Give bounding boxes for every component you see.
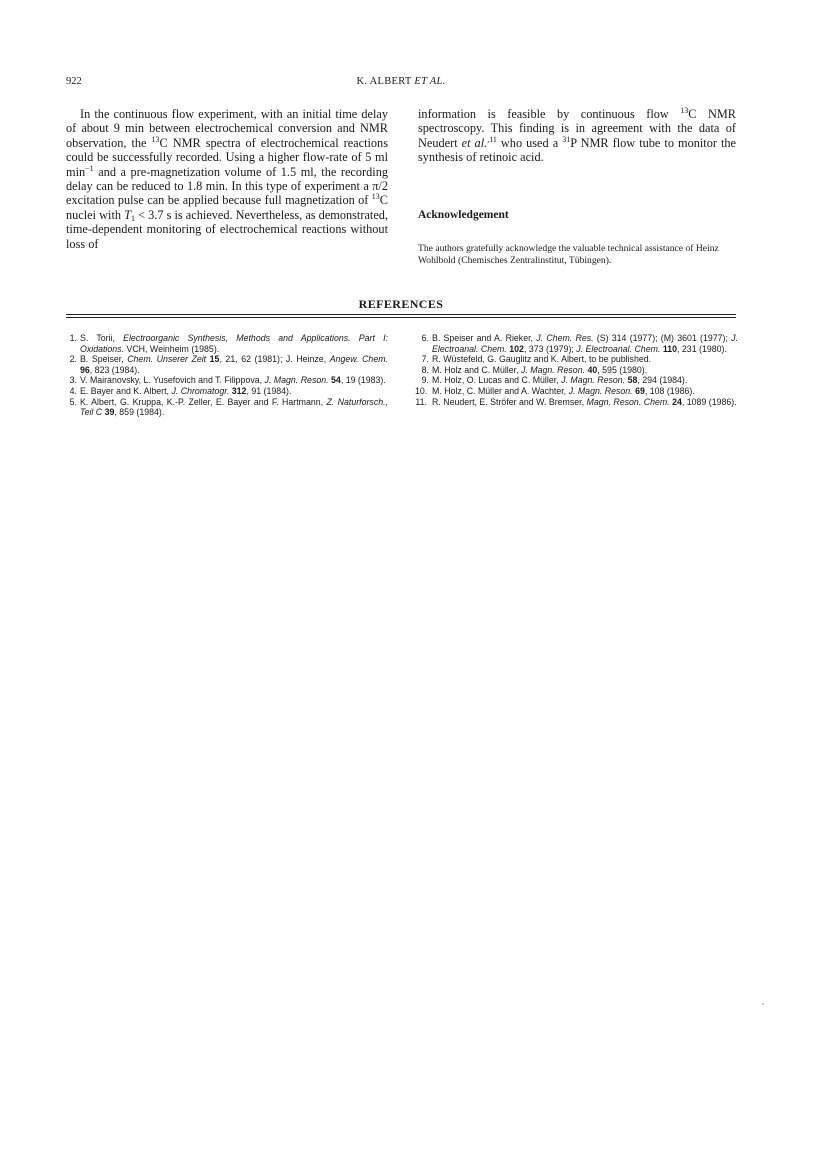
body-left-column: [66, 107, 388, 251]
reference-item-11: 11. R. Neudert, E. Ströfer and W. Bremser, Magn. Reson. Chem. 24, 1089 (1986).: [415, 396, 737, 407]
reference-item-10: 10. M. Holz, C. Müller and A. Wachter, J. Magn. Reson. 69, 108 (1986).: [415, 385, 695, 396]
references-rule-top: [66, 314, 736, 315]
body-right-column: [418, 107, 736, 165]
references-rule-bottom: [66, 317, 736, 318]
running-header: [66, 76, 736, 90]
running-head: [66, 76, 736, 87]
running-head-etal: ET AL.: [414, 76, 446, 87]
page-number: 922: [66, 76, 82, 87]
reference-item-5: 5. K. Albert, G. Kruppa, K.-P. Zeller, E. Bayer and F. Hartmann, Z. Naturforsch., Teil C 39, 859 (1984).: [69, 396, 388, 418]
body-paragraph-right: information is feasible by continuous flow $^{13}$C NMR spectroscopy. This finding is in agreement with the data of Neudert et al.$^{,11}$ who used a $^{31}$P NMR flow tube to monitor the synthesis of retinoic acid.: [418, 106, 736, 165]
acknowledgement-text: The authors gratefully acknowledge the valuable technical assistance of Heinz Wohlbold (Chemisches Zentralinstitut, Tübingen).: [418, 243, 719, 267]
reference-item-3: 3. V. Mairanovsky, L. Yusefovich and T. Filippova, J. Magn. Reson. 54, 19 (1983).: [69, 375, 386, 386]
acknowledgement-heading: Acknowledgement: [418, 209, 509, 221]
reference-list-left: [66, 333, 388, 418]
reference-item-4: 4. E. Bayer and K. Albert, J. Chromatogr. 312, 91 (1984).: [69, 385, 292, 396]
reference-list-right: [415, 333, 738, 407]
reference-item-2: 2. B. Speiser, Chem. Unserer Zeit 15, 21, 62 (1981); J. Heinze, Angew. Chem. 96, 823 (1984).: [69, 354, 388, 375]
references-heading: REFERENCES: [358, 297, 444, 311]
scan-speck: [762, 1003, 764, 1005]
reference-item-6: 6. B. Speiser and A. Rieker, J. Chem. Res. (S) 314 (1977); (M) 3601 (1977); J. Electroanal. Chem. 102, 373 (1979); J. Electroanal. Chem. 110, 231 (1980).: [421, 333, 738, 354]
reference-item-8: 8. M. Holz and C. Müller, J. Magn. Reson. 40, 595 (1980).: [421, 364, 648, 375]
reference-item-1: 1. S. Torii, Electroorganic Synthesis, Methods and Applications. Part I: Oxidations. VCH, Weinheim (1985).: [69, 333, 388, 354]
reference-item-9: 9. M. Holz, O. Lucas and C. Müller, J. Magn. Reson. 58, 294 (1984).: [421, 375, 688, 386]
running-head-authors: K. ALBERT: [356, 76, 412, 87]
body-paragraph-left: In the continuous flow experiment, with an initial time delay of about 9 min between electrochemical conversion and NMR observation, the $^{13}$C NMR spectra of electrochemical reactions could be successfully recorded. Using a higher flow-rate of 5 ml $\min^{-1}$ and a pre-magnetization volume of 1.5 ml, the recording delay can be reduced to 1.8 min. In this type of experiment a π/2 excitation pulse can be applied because full magnetization of $^{13}$C nuclei with $T_1 < 3.7$ s is achieved. Nevertheless, as demonstrated, time-dependent monitoring of electrochemical reactions without loss of: [66, 107, 388, 251]
reference-item-7: 7. R. Wüstefeld, G. Gauglitz and K. Albert, to be published.: [421, 354, 652, 365]
